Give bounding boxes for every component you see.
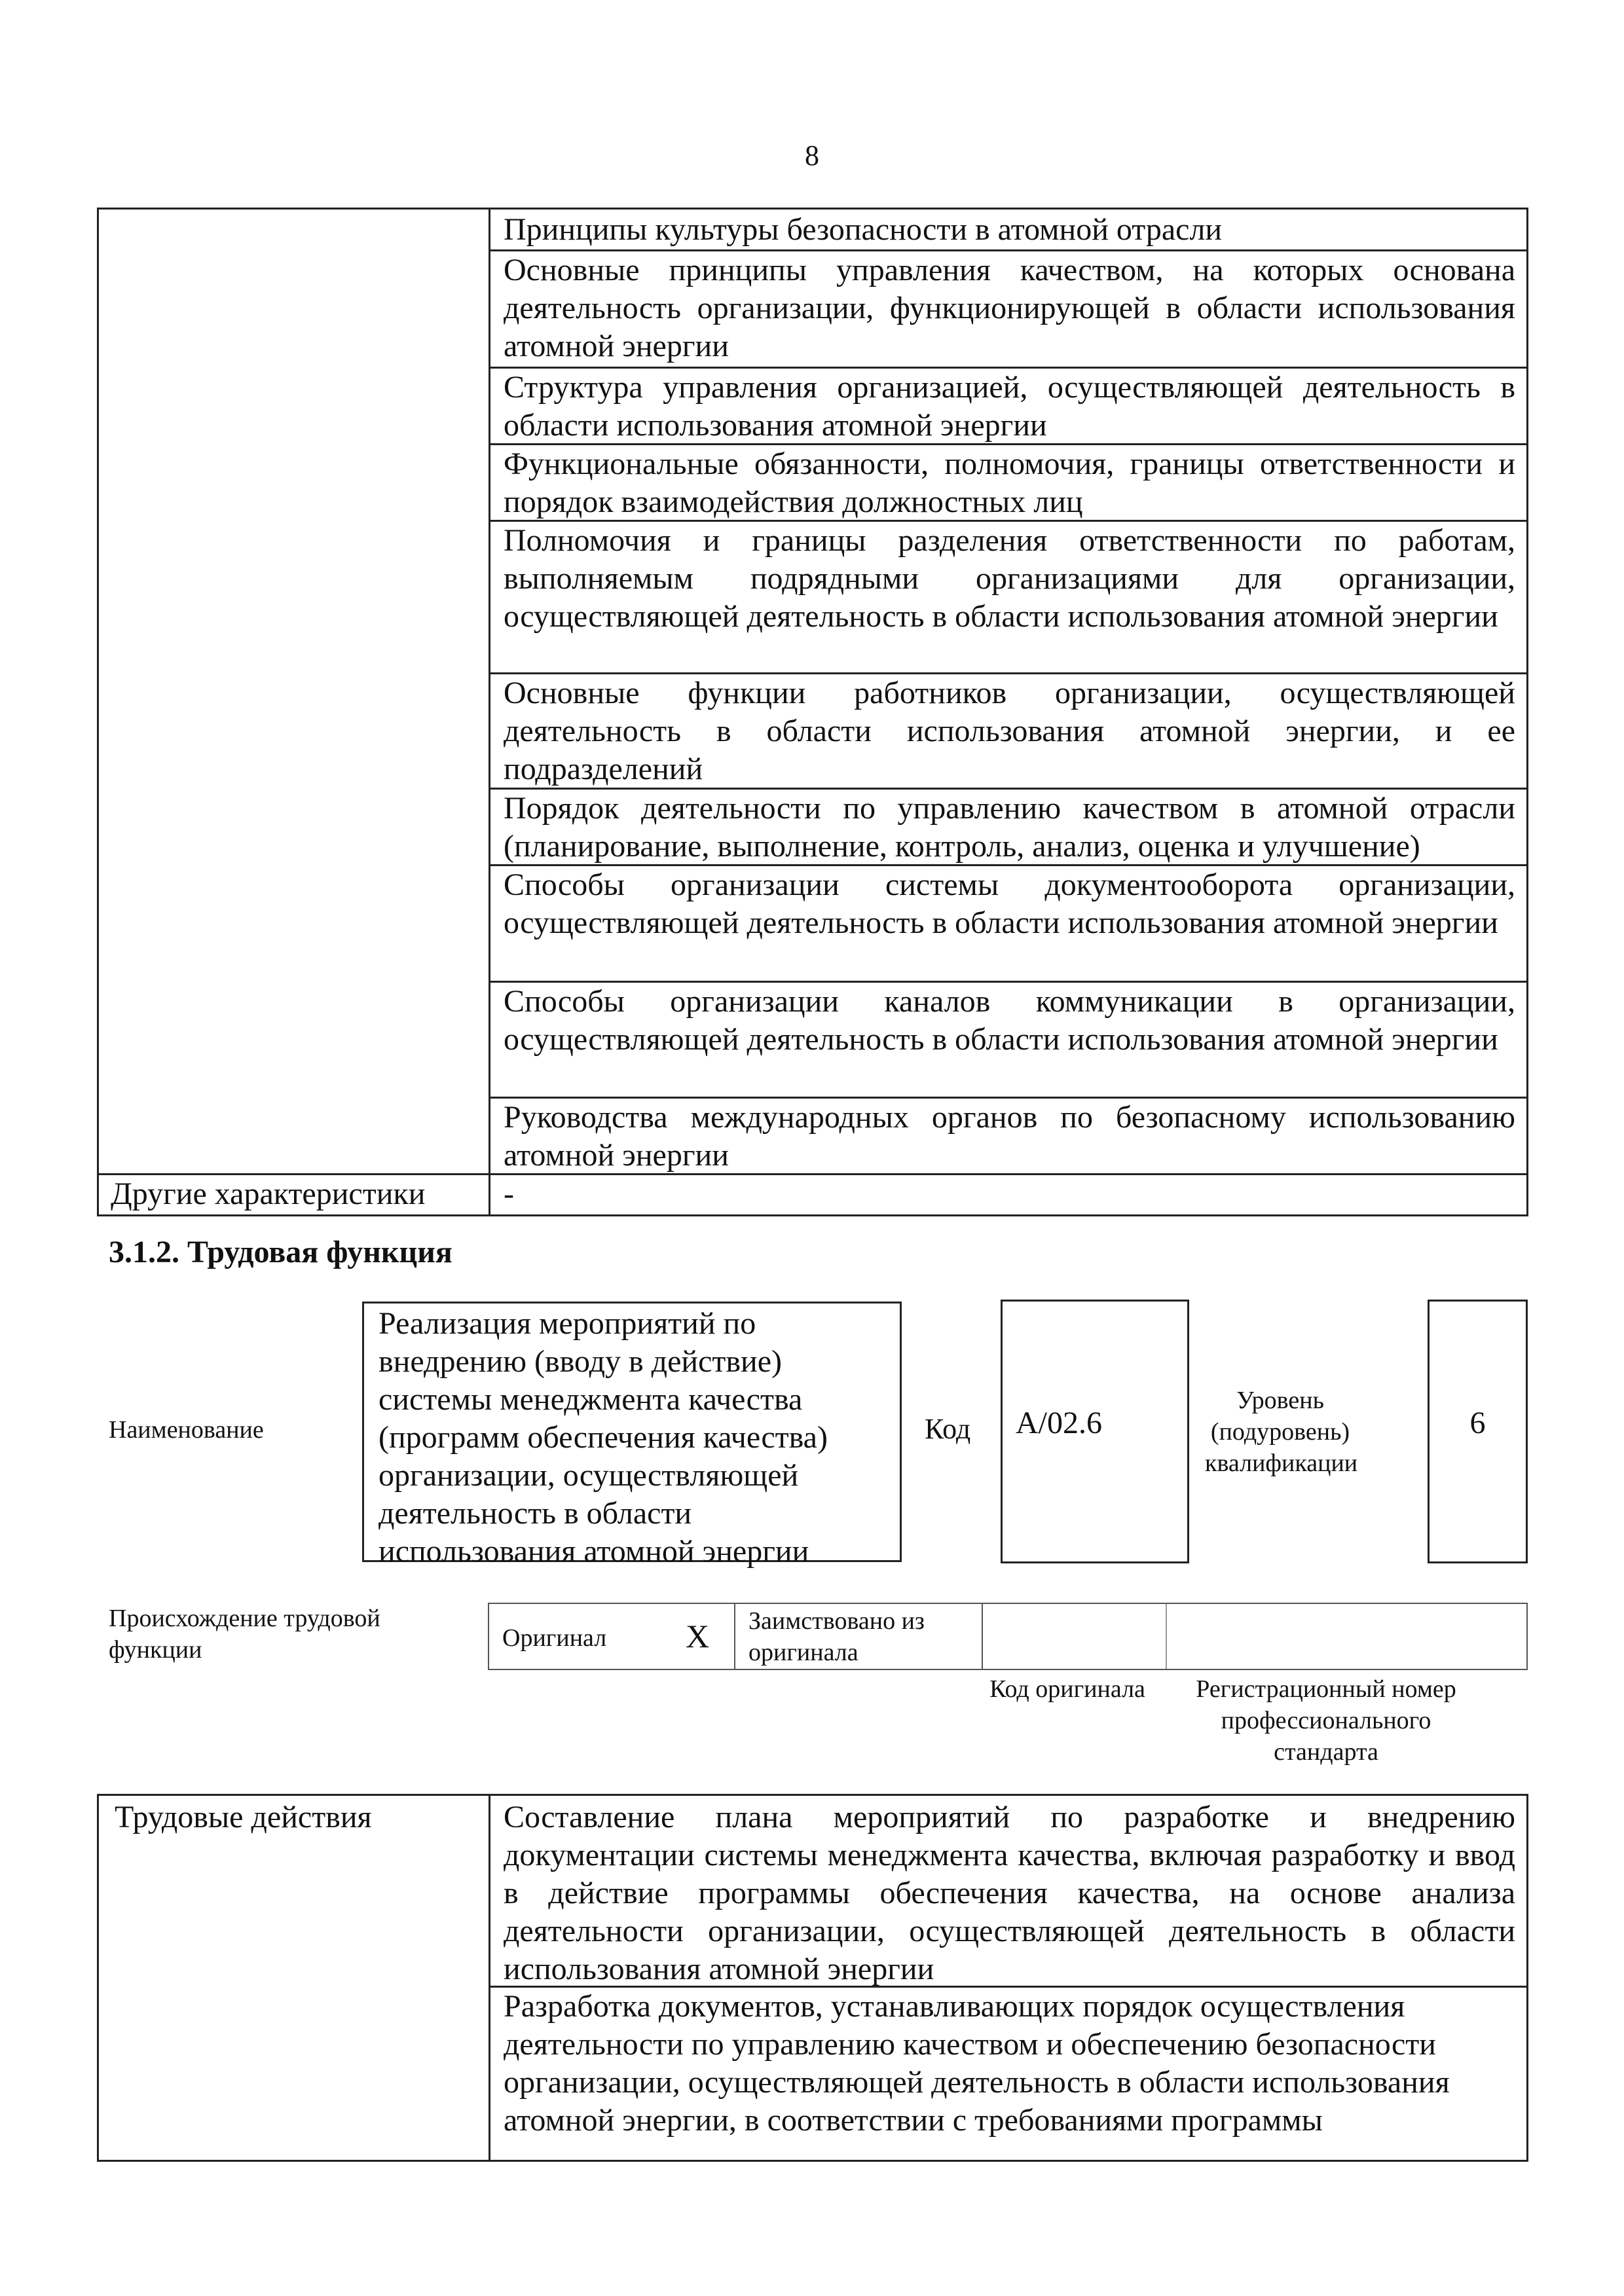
- knowledge-row: Основные принципы управления качеством, на которых основана деятельность организации, функционирующей в области использования атомной энергии: [504, 253, 1515, 363]
- level-label: Уровень (подуровень) квалификации: [1205, 1387, 1358, 1477]
- code-value: A/02.6: [1016, 1406, 1102, 1440]
- code-original-caption: Код оригинала: [989, 1675, 1145, 1703]
- code-label: Код: [925, 1413, 971, 1445]
- knowledge-table: [97, 208, 1528, 1216]
- knowledge-row: Способы организации каналов коммуникации в организации, осуществляющей деятельность в области использования атомной энергии: [504, 984, 1515, 1057]
- original-mark: X: [686, 1618, 710, 1654]
- borrowed-label: Заимствовано из оригинала: [748, 1607, 925, 1666]
- knowledge-row: Основные функции работников организации, осуществляющей деятельность в области использования атомной энергии, и ее подразделений: [504, 676, 1515, 786]
- actions-table: [97, 1794, 1528, 2162]
- knowledge-row: Полномочия и границы разделения ответственности по работам, выполняемым подрядными организациями для организации, осуществляющей деятельность в области использования атомной энергии: [504, 523, 1515, 634]
- level-value: 6: [1469, 1406, 1486, 1440]
- knowledge-row: Порядок деятельности по управлению качеством в атомной отрасли (планирование, выполнение, контроль, анализ, оценка и улучшение): [504, 791, 1515, 864]
- reg-number-caption: Регистрационный номер профессионального стандарта: [1196, 1675, 1456, 1766]
- level-box: [1428, 1300, 1528, 1563]
- function-name-box: [362, 1302, 902, 1569]
- actions-label: Трудовые действия: [115, 1800, 372, 1834]
- origin-label: Происхождение трудовой функции: [109, 1605, 380, 1664]
- page-number: 8: [805, 139, 819, 172]
- name-label: Наименование: [109, 1416, 264, 1444]
- origin-table: [488, 1603, 1528, 1670]
- knowledge-row: Способы организации системы документооборота организации, осуществляющей деятельность в области использования атомной энергии: [504, 867, 1515, 940]
- knowledge-row: Руководства международных органов по безопасному использованию атомной энергии: [504, 1100, 1515, 1173]
- original-label: Оригинал: [502, 1624, 607, 1652]
- function-name-value: Реализация мероприятий по внедрению (вводу в действие) системы менеджмента качества (программ обеспечения качества) организации, осуществляющей деятельность в области использования атомной энергии: [378, 1306, 828, 1569]
- knowledge-row: Структура управления организацией, осуществляющей деятельность в области использования атомной энергии: [504, 370, 1515, 443]
- section-heading: 3.1.2. Трудовая функция: [109, 1235, 452, 1269]
- other-characteristics-value: -: [504, 1176, 514, 1211]
- other-characteristics-label: Другие характеристики: [111, 1176, 426, 1211]
- knowledge-row: Принципы культуры безопасности в атомной отрасли: [504, 212, 1223, 247]
- code-box: [1001, 1300, 1189, 1563]
- action-row: Составление плана мероприятий по разработке и внедрению документации системы менеджмента качества, включая разработку и ввод в действие программы обеспечения качества, на основе анализа деятельности организации, осуществляющей деятельность в области использования атомной энергии: [504, 1800, 1515, 1986]
- action-row: Разработка документов, устанавливающих порядок осуществления деятельности по управлению качеством и обеспечению безопасности организации, осуществляющей деятельность в области использования атомной энергии, в соответствии с требованиями программы: [504, 1989, 1450, 2138]
- knowledge-row: Функциональные обязанности, полномочия, границы ответственности и порядок взаимодействия должностных лиц: [504, 446, 1515, 519]
